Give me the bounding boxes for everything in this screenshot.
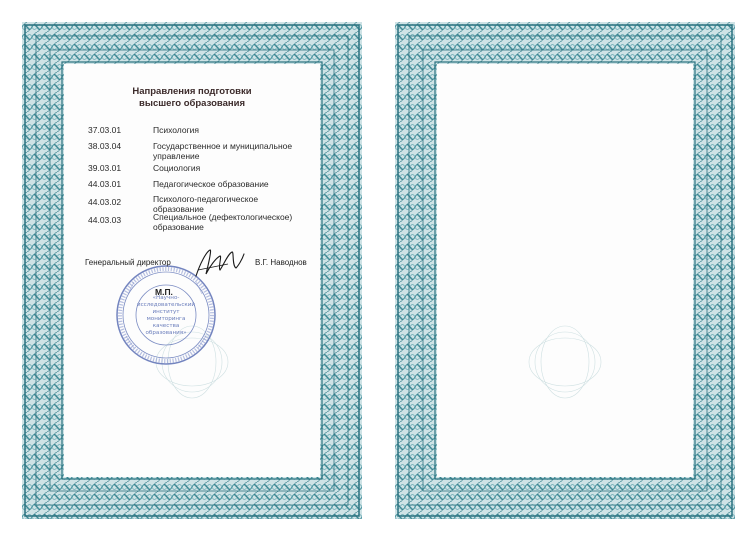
program-code: 37.03.01: [88, 125, 122, 135]
program-name: [153, 125, 318, 135]
program-name: [153, 194, 318, 214]
program-code: 44.03.02: [88, 197, 122, 207]
program-name-line: образование: [153, 204, 204, 214]
program-code: 44.03.01: [88, 179, 122, 189]
programs-heading: [92, 86, 292, 110]
program-name: [153, 141, 318, 161]
certificate-field: [437, 64, 693, 477]
certificate-right-page: [395, 22, 735, 519]
seal-text: институт: [152, 309, 180, 315]
program-code: 39.03.01: [88, 163, 122, 173]
program-name-line: Психолого-педагогическое: [153, 194, 259, 204]
handwritten-signature: [188, 244, 248, 284]
seal-text: исследовательский: [136, 302, 196, 308]
seal-text: «Научно-: [152, 295, 180, 301]
program-code: 38.03.04: [88, 141, 122, 151]
stamp-mark: М.П.: [155, 287, 173, 297]
seal-text: мониторинга: [146, 316, 186, 322]
watermark-emblem: [525, 322, 605, 402]
program-name-line: Педагогическое образование: [153, 179, 269, 189]
signatory-title: Генеральный директор: [85, 258, 171, 267]
seal-text: качества: [152, 323, 180, 329]
heading-line: Направления подготовки: [132, 86, 252, 97]
program-name: [153, 163, 318, 173]
certificate-left-page: [22, 22, 362, 519]
program-name: [153, 212, 318, 232]
seal-text: образования»: [145, 330, 187, 336]
program-name-line: Специальное (дефектологическое): [153, 212, 293, 222]
program-code: 44.03.03: [88, 215, 122, 225]
program-name: [153, 179, 318, 189]
program-name-line: Государственное и муниципальное: [153, 141, 293, 151]
signatory-name: В.Г. Наводнов: [255, 258, 307, 267]
program-name-line: образование: [153, 222, 204, 232]
heading-line: высшего образования: [139, 98, 245, 109]
program-name-line: управление: [153, 151, 200, 161]
program-name-line: Психология: [153, 125, 200, 135]
program-name-line: Социология: [153, 163, 201, 173]
